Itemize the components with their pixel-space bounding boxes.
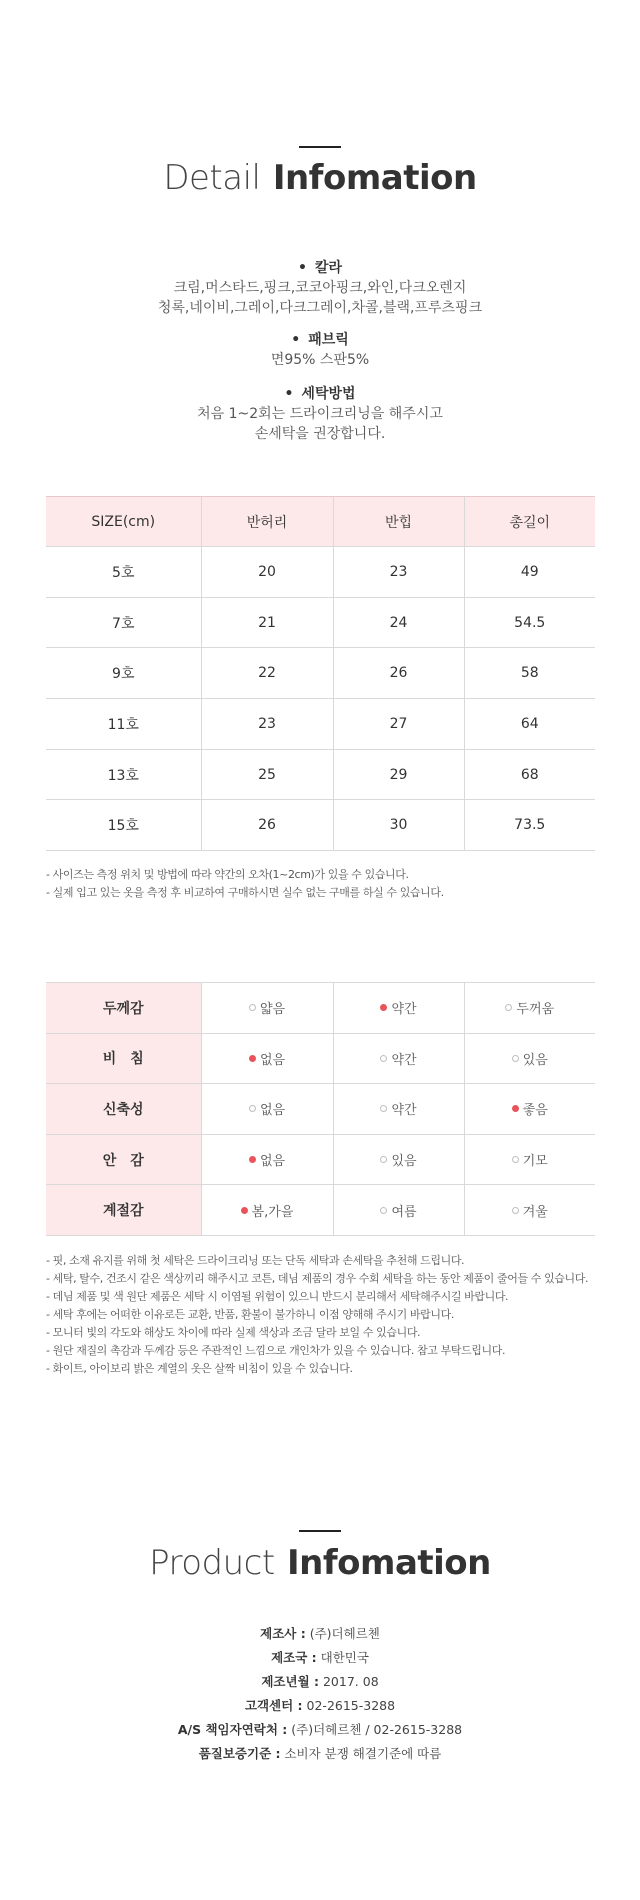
length-cell: 49: [464, 547, 595, 598]
radio-filled-icon: [380, 1004, 387, 1011]
waist-cell: 23: [201, 699, 333, 750]
size-header-hip: 반힙: [333, 497, 464, 547]
product-info-value: 2017. 08: [322, 1674, 379, 1689]
feel-option-text: 있음: [522, 1052, 548, 1068]
size-cell: 15호: [46, 800, 201, 851]
product-info-value: 02-2615-3288: [306, 1698, 396, 1713]
feel-option: [505, 998, 554, 1017]
feel-option-text: 없음: [259, 1154, 286, 1170]
feel-option: [380, 1049, 416, 1068]
radio-empty-icon: [249, 1105, 256, 1112]
care-note-4: - 세탁 후에는 어떠한 이유로든 교환, 반품, 환불이 불가하니 이점 양해해 주시기 바랍니다.: [46, 1308, 454, 1321]
feel-label: 두께감: [46, 983, 201, 1034]
feel-row-sheerness: [46, 1033, 595, 1084]
size-header-size: SIZE(cm): [46, 497, 201, 547]
size-header-waist: 반허리: [201, 497, 333, 547]
care-note-5: - 모니터 빛의 각도와 해상도 차이에 따라 실제 색상과 조금 달라 보일 수 있습니다.: [46, 1326, 421, 1339]
feel-option-selected: [249, 1150, 285, 1169]
feel-option-selected: [249, 1049, 285, 1068]
size-cell: 5호: [46, 547, 201, 598]
fabric-info: [0, 330, 640, 370]
fabric-feel-table: [46, 982, 595, 1236]
feel-row-lining: [46, 1134, 595, 1185]
feel-option: [249, 1099, 285, 1118]
feel-option: [380, 1201, 416, 1220]
feel-option-text: 약간: [391, 1052, 417, 1068]
length-cell: 68: [464, 749, 595, 800]
length-cell: 54.5: [464, 597, 595, 648]
product-info-list: [0, 1622, 640, 1766]
feel-option-text: 있음: [391, 1154, 417, 1170]
care-note-6: - 원단 재질의 촉감과 두께감 등은 주관적인 느낌으로 개인차가 있을 수 있습니다. 참고 부탁드립니다.: [46, 1344, 506, 1357]
detail-title-light: Detail: [163, 158, 261, 198]
size-cell: 7호: [46, 597, 201, 648]
feel-option-text: 얇음: [259, 1002, 286, 1018]
feel-option-selected: [380, 998, 416, 1017]
care-note-2: - 세탁, 탈수, 건조시 같은 색상끼리 해주시고 코튼, 데님 제품의 경우 수회 세탁을 하는 동안 제품이 줄어들 수 있습니다.: [46, 1272, 589, 1285]
feel-row-season: [46, 1185, 595, 1236]
color-heading: [0, 258, 640, 278]
feel-option-text: 약간: [391, 1103, 417, 1119]
radio-empty-icon: [512, 1207, 519, 1214]
care-note-7: - 화이트, 아이보리 밝은 계열의 옷은 살짝 비침이 있을 수 있습니다.: [46, 1362, 353, 1375]
size-cell: 13호: [46, 749, 201, 800]
wash-info: [0, 384, 640, 444]
wash-label: 세탁방법: [301, 386, 356, 402]
fabric-value: 면95% 스판5%: [270, 352, 370, 368]
table-row: [46, 749, 595, 800]
product-info-row: [0, 1646, 640, 1670]
size-table-header: [46, 497, 595, 547]
waist-cell: 22: [201, 648, 333, 699]
size-table: [46, 496, 595, 851]
length-cell: 64: [464, 699, 595, 750]
feel-label: 비 침: [46, 1033, 201, 1084]
care-note-1: - 핏, 소재 유지를 위해 첫 세탁은 드라이크리닝 또는 단독 세탁과 손세탁을 추천해 드립니다.: [46, 1254, 465, 1267]
hip-cell: 29: [333, 749, 464, 800]
fabric-heading: [0, 330, 640, 350]
feel-option-text: 없음: [259, 1052, 286, 1068]
bullet-icon: •: [291, 332, 301, 348]
product-info-row: [0, 1694, 640, 1718]
detail-title-bold: Infomation: [272, 158, 477, 198]
feel-option-text: 기모: [522, 1154, 548, 1170]
bullet-icon: •: [297, 260, 307, 276]
hip-cell: 30: [333, 800, 464, 851]
waist-cell: 21: [201, 597, 333, 648]
table-row: [46, 648, 595, 699]
feel-label: 계절감: [46, 1185, 201, 1236]
product-info-value: (주)더헤르첸 / 02-2615-3288: [291, 1722, 463, 1737]
product-info-row: [0, 1718, 640, 1742]
radio-filled-icon: [512, 1105, 519, 1112]
feel-label: 신축성: [46, 1084, 201, 1135]
care-note-3: - 데님 제품 및 색 원단 제품은 세탁 시 이염될 위험이 있으니 반드시 분리해서 세탁해주시길 바랍니다.: [46, 1290, 509, 1303]
radio-empty-icon: [380, 1105, 387, 1112]
product-title-bold: Infomation: [287, 1543, 491, 1583]
product-info-key: 고객센터 :: [244, 1698, 303, 1713]
feel-option-text: 약간: [391, 1002, 417, 1018]
size-cell: 9호: [46, 648, 201, 699]
feel-option: [512, 1049, 548, 1068]
color-line-1: 크림,머스타드,핑크,코코아핑크,와인,다크오렌지: [173, 280, 467, 296]
feel-option-selected: [241, 1201, 294, 1220]
wash-line-2: 손세탁을 권장합니다.: [254, 426, 386, 442]
radio-empty-icon: [380, 1055, 387, 1062]
size-header-length: 총길이: [464, 497, 595, 547]
product-info-key: A/S 책임자연락처 :: [177, 1722, 288, 1737]
feel-option-text: 두꺼움: [516, 1002, 555, 1018]
size-note-1: - 사이즈는 측정 위치 및 방법에 따라 약간의 오차(1~2cm)가 있을 수 있습니다.: [46, 868, 409, 881]
product-info-value: (주)더헤르첸: [309, 1626, 380, 1641]
size-notes: [46, 866, 606, 902]
length-cell: 73.5: [464, 800, 595, 851]
feel-option-text: 봄,가을: [251, 1204, 294, 1220]
detail-title: [0, 158, 640, 198]
radio-filled-icon: [241, 1207, 248, 1214]
product-title-rule: [299, 1530, 341, 1532]
color-label: 칼라: [314, 260, 342, 276]
hip-cell: 27: [333, 699, 464, 750]
feel-option: [512, 1201, 548, 1220]
product-info-key: 제조사 :: [260, 1626, 306, 1641]
waist-cell: 20: [201, 547, 333, 598]
hip-cell: 23: [333, 547, 464, 598]
detail-title-rule: [299, 146, 341, 148]
feel-option-text: 없음: [259, 1103, 286, 1119]
feel-row-stretch: [46, 1084, 595, 1135]
product-info-value: 대한민국: [320, 1650, 369, 1665]
waist-cell: 25: [201, 749, 333, 800]
product-title: [0, 1543, 640, 1583]
table-row: [46, 597, 595, 648]
care-notes: [46, 1252, 606, 1378]
product-info-row: [0, 1670, 640, 1694]
radio-empty-icon: [249, 1004, 256, 1011]
wash-line-1: 처음 1~2회는 드라이크리닝을 해주시고: [197, 406, 443, 422]
hip-cell: 26: [333, 648, 464, 699]
feel-option: [249, 998, 285, 1017]
product-info-row: [0, 1622, 640, 1646]
feel-option-selected: [512, 1099, 548, 1118]
radio-empty-icon: [380, 1156, 387, 1163]
feel-option-text: 여름: [391, 1204, 417, 1220]
feel-option: [380, 1099, 416, 1118]
fabric-label: 패브릭: [308, 332, 349, 348]
table-row: [46, 699, 595, 750]
product-info-key: 품질보증기준 :: [198, 1746, 281, 1761]
table-row: [46, 800, 595, 851]
feel-label: 안 감: [46, 1134, 201, 1185]
wash-heading: [0, 384, 640, 404]
length-cell: 58: [464, 648, 595, 699]
product-info-key: 제조국 :: [271, 1650, 317, 1665]
radio-empty-icon: [505, 1004, 512, 1011]
product-info-row: [0, 1742, 640, 1766]
product-info-value: 소비자 분쟁 해결기준에 따름: [284, 1746, 442, 1761]
radio-filled-icon: [249, 1156, 256, 1163]
table-row: [46, 547, 595, 598]
hip-cell: 24: [333, 597, 464, 648]
feel-option: [380, 1150, 416, 1169]
product-title-light: Product: [149, 1543, 275, 1583]
feel-option-text: 좋음: [522, 1103, 548, 1119]
radio-filled-icon: [249, 1055, 256, 1062]
feel-option: [512, 1150, 548, 1169]
radio-empty-icon: [380, 1207, 387, 1214]
radio-empty-icon: [512, 1055, 519, 1062]
bullet-icon: •: [284, 386, 294, 402]
size-cell: 11호: [46, 699, 201, 750]
feel-row-thickness: [46, 983, 595, 1034]
radio-empty-icon: [512, 1156, 519, 1163]
waist-cell: 26: [201, 800, 333, 851]
size-note-2: - 실제 입고 있는 옷을 측정 후 비교하여 구매하시면 실수 없는 구매를 하실 수 있습니다.: [46, 886, 444, 899]
color-info: [0, 258, 640, 318]
color-line-2: 청록,네이비,그레이,다크그레이,차콜,블랙,프루츠핑크: [157, 300, 483, 316]
product-info-key: 제조년월 :: [261, 1674, 319, 1689]
feel-option-text: 겨울: [522, 1204, 548, 1220]
